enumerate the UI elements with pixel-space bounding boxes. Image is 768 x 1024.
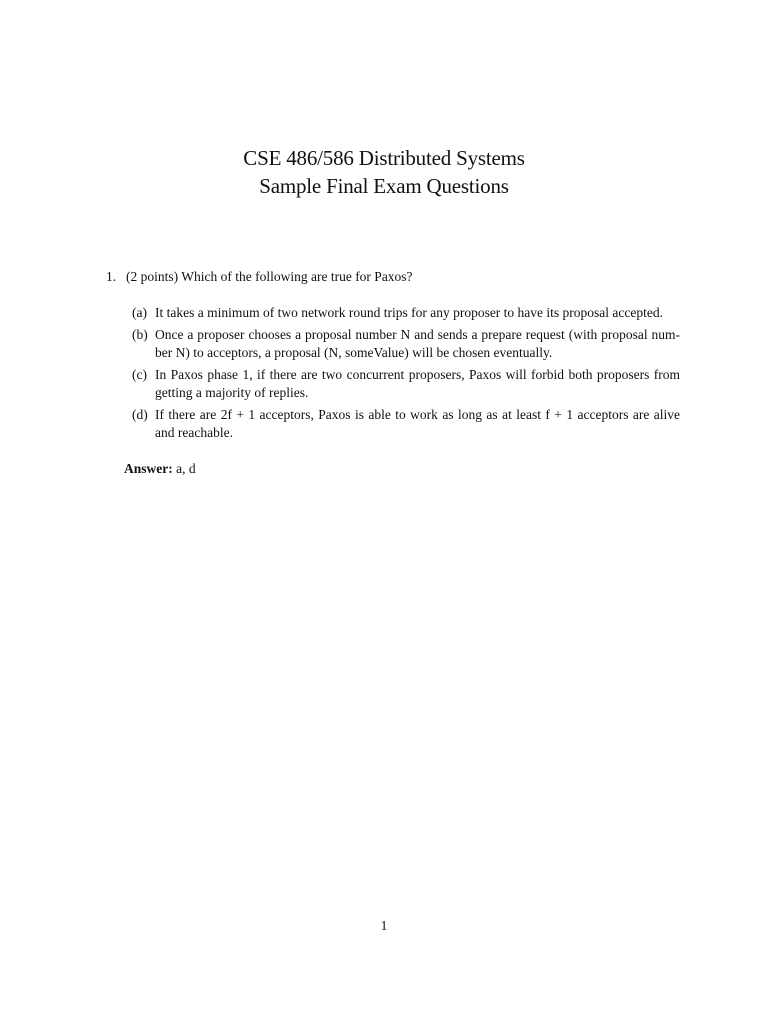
document-title-line-1: CSE 486/586 Distributed Systems bbox=[243, 146, 525, 170]
option-letter: (a) bbox=[132, 305, 147, 320]
option-c bbox=[132, 366, 680, 402]
answer-options bbox=[132, 304, 680, 446]
page-number: 1 bbox=[380, 918, 388, 933]
answer-value: a, d bbox=[176, 461, 196, 476]
question-number: 1. bbox=[106, 269, 117, 284]
option-d bbox=[132, 406, 680, 442]
option-text: It takes a minimum of two network round trips for any proposer to have its proposal accepted. bbox=[155, 305, 663, 320]
answer bbox=[124, 460, 196, 478]
question-1 bbox=[106, 268, 686, 286]
option-letter: (d) bbox=[132, 407, 148, 422]
option-text: Once a proposer chooses a proposal number N and sends a prepare request (with proposal num-ber N) to acceptors, a proposal (N, someValue) will be chosen eventually. bbox=[155, 327, 680, 360]
option-text: If there are 2f + 1 acceptors, Paxos is able to work as long as at least f + 1 acceptors are alive and reachable. bbox=[155, 407, 680, 440]
option-a bbox=[132, 304, 680, 322]
option-letter: (b) bbox=[132, 327, 148, 342]
option-b bbox=[132, 326, 680, 362]
document-title-line-2: Sample Final Exam Questions bbox=[259, 174, 509, 198]
question-text: (2 points) Which of the following are true for Paxos? bbox=[126, 269, 413, 284]
option-letter: (c) bbox=[132, 367, 147, 382]
option-text: In Paxos phase 1, if there are two concurrent proposers, Paxos will forbid both proposers from getting a majority of replies. bbox=[155, 367, 680, 400]
answer-label: Answer: bbox=[124, 461, 173, 476]
